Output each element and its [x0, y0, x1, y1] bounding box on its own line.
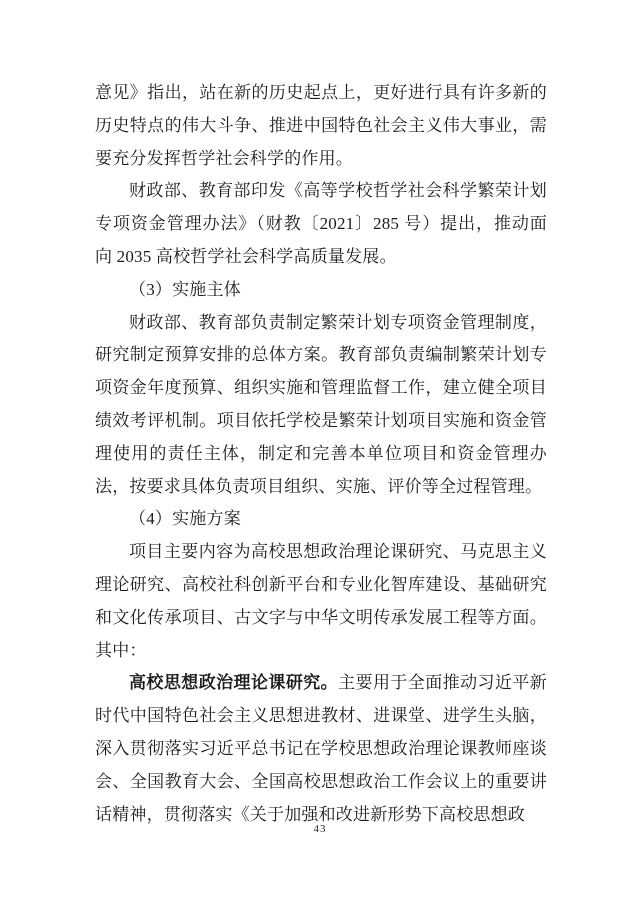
paragraph-implementation-subject: 财政部、教育部负责制定繁荣计划专项资金管理制度，研究制定预算安排的总体方案。教育部负责编制繁荣计划专项资金年度预算、组织实施和管理监督工作，建立健全项目绩效考评机制。项目依托学校是繁荣计划项目实施和资金管理使用的责任主体，制定和完善本单位项目和资金管理办法，按要求具体负责项目组织、实施、评价等全过程管理。 — [95, 312, 547, 496]
run-in-heading-ideological-course-research: 高校思想政治理论课研究。 — [129, 673, 339, 693]
paragraph-project-content: 项目主要内容为高校思想政治理论课研究、马克思主义理论研究、高校社科创新平台和专业化智库建设、基础研究和文化传承项目、古文字与中华文明传承发展工程等方面。其中： — [95, 542, 547, 660]
heading-implementation-plan: （4）实施方案 — [129, 509, 241, 529]
paragraph-continuation: 意见》指出，站在新的历史起点上，更好进行具有许多新的历史特点的伟大斗争、推进中国特色社会主义伟大事业，需要充分发挥哲学社会科学的作用。 — [95, 83, 547, 168]
page-number: 43 — [313, 823, 327, 835]
paragraph-funding-policy: 财政部、教育部印发《高等学校哲学社会科学繁荣计划专项资金管理办法》（财教〔2021〕285 号）提出，推动面向 2035 高校哲学社会科学高质量发展。 — [95, 181, 547, 266]
heading-implementation-subject: （3）实施主体 — [129, 279, 241, 299]
paragraph-ideological-course-research — [95, 667, 547, 831]
document-body — [95, 77, 547, 831]
paragraph-ideological-course-research-text: 主要用于全面推动习近平新时代中国特色社会主义思想进教材、进课堂、进学生头脑，深入贯彻落实习近平总书记在学校思想政治理论课教师座谈会、全国教育大会、全国高校思想政治工作会议上的重要讲话精神，贯彻落实《关于加强和改进新形势下高校思想政 — [95, 673, 547, 824]
